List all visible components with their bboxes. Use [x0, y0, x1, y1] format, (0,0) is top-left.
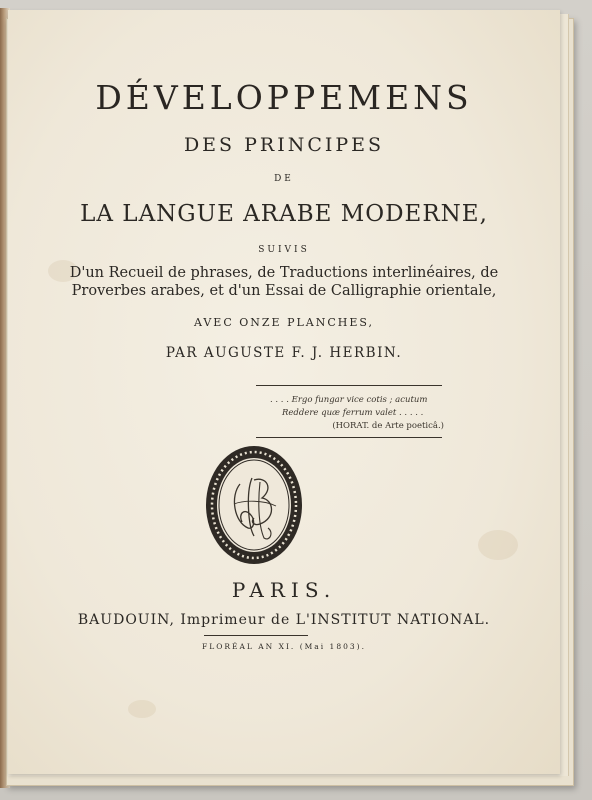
epigraph-line-2: Reddere quæ ferrum valet . . . . . [282, 408, 424, 418]
suivis-word: SUIVIS [258, 245, 310, 255]
epigraph-rule-top [256, 385, 442, 386]
foxing-spot [128, 700, 156, 718]
foxing-spot [478, 530, 518, 560]
author-line: PAR AUGUSTE F. J. HERBIN. [165, 345, 403, 361]
subtitle-principes: DES PRINCIPES [183, 134, 385, 156]
publisher-line: BAUDOUIN, Imprimeur de L'INSTITUT NATIONAL. [77, 612, 491, 628]
epigraph-rule-bottom [256, 437, 442, 438]
connector-de: DE [274, 174, 294, 184]
epigraph-source: (HORAT. de Arte poeticâ.) [332, 421, 444, 431]
page-title: DÉVELOPPEMENS [95, 78, 473, 117]
date-line: FLORÉAL AN XI. (Mai 1803). [202, 642, 366, 651]
planches-line: AVEC ONZE PLANCHES, [193, 316, 375, 329]
city-line: PARIS. [231, 578, 337, 602]
publisher-rule [204, 635, 308, 636]
title-page [8, 10, 560, 774]
monogram-seal-icon [204, 444, 304, 566]
epigraph [264, 394, 454, 433]
description-text: D'un Recueil de phrases, de Traductions interlinéaires, de Proverbes arabes, et d'un Essai de Calligraphie orientale, [69, 265, 499, 299]
epigraph-line-1: . . . . Ergo fungar vice cotis ; acutum [270, 395, 428, 405]
subtitle-langue-arabe: LA LANGUE ARABE MODERNE, [80, 201, 488, 227]
